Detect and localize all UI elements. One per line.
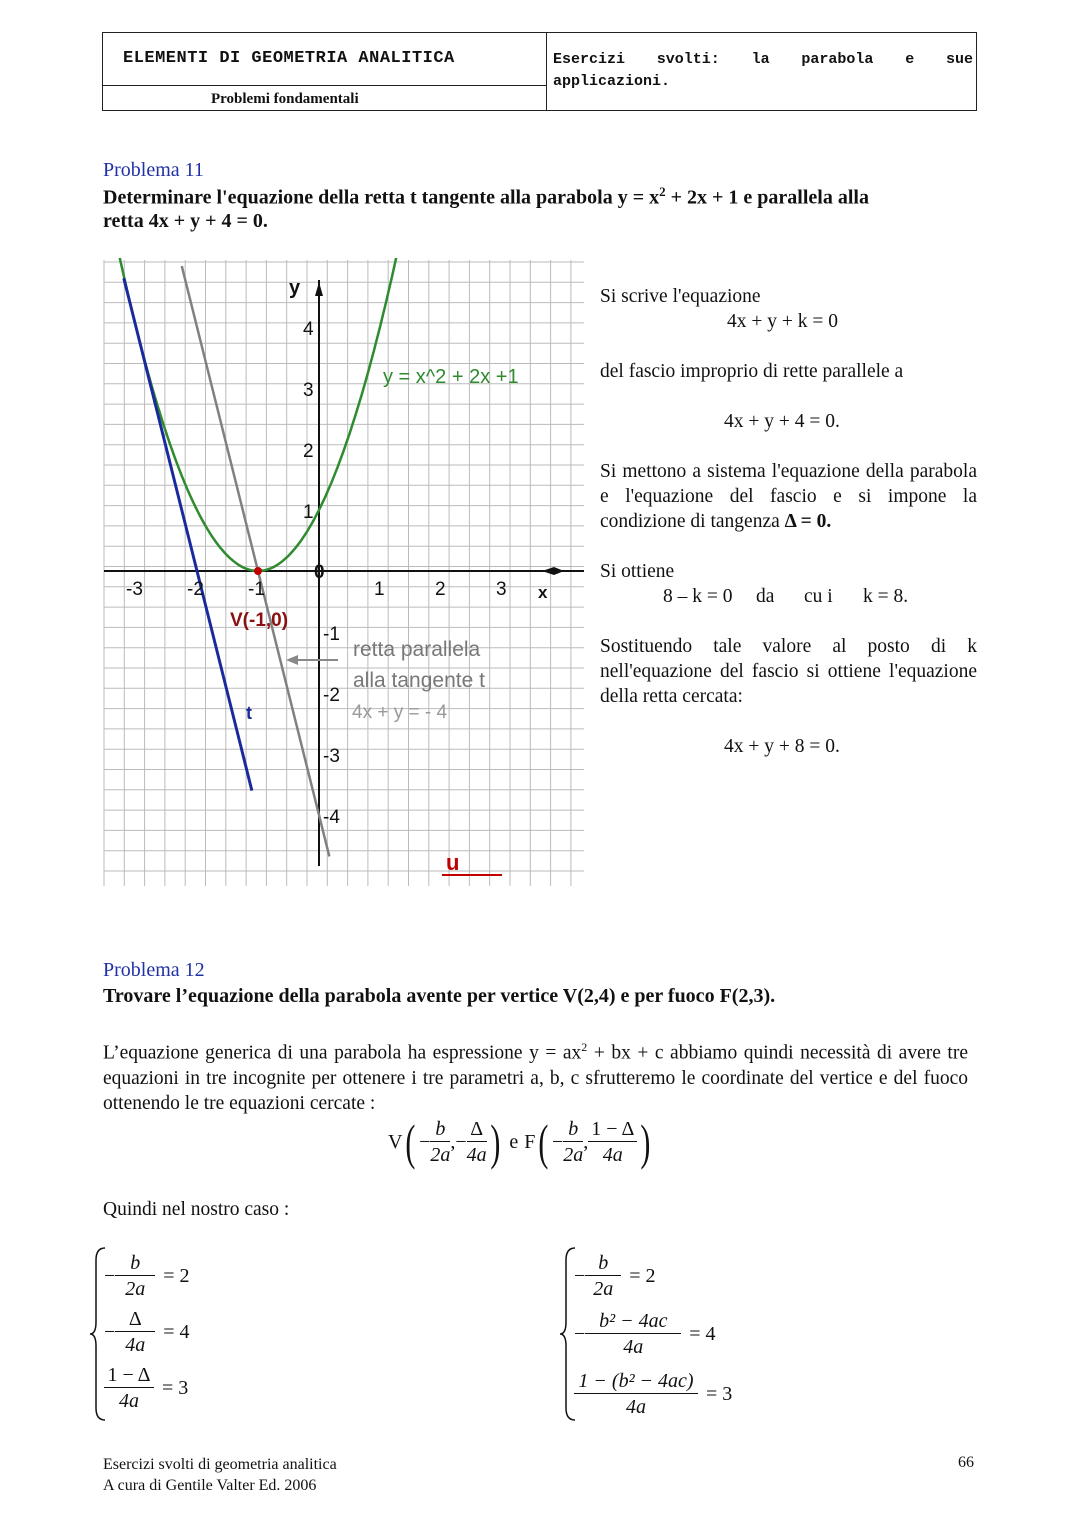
solution-eq3c: cu i: [804, 586, 833, 607]
solution-eq3b: da: [756, 586, 775, 607]
page-number: 66: [958, 1454, 974, 1471]
graph-grid: [104, 260, 584, 886]
parallel-equation-label: 4x + y = - 4: [352, 702, 448, 723]
x-axis-label: x: [538, 583, 548, 602]
y-tick-label: 4: [303, 319, 314, 340]
left-row-2: − $\frac{\Delta}{4a}$ = 4: [104, 1307, 190, 1356]
x-tick-label: 2: [435, 579, 446, 600]
solution-eq4: 4x + y + 8 = 0.: [724, 736, 840, 757]
header-title: ELEMENTI DI GEOMETRIA ANALITICA: [123, 49, 455, 68]
solution-p1: Si scrive l'equazione: [600, 286, 761, 307]
solution-p4: Si ottiene: [600, 561, 675, 582]
unit-label: u: [446, 850, 460, 875]
problem12-statement: Trovare l’equazione della parabola avente per vertice V(2,4) e per fuoco F(2,3).: [103, 985, 776, 1007]
parallel-pointer-arrowhead: [286, 655, 298, 665]
x-axis-arrow: [542, 567, 564, 575]
x-tick-label: -1: [248, 579, 265, 600]
problem11-label: Problema 11: [103, 159, 204, 181]
solution-eq2: 4x + y + 4 = 0.: [724, 411, 840, 432]
y-axis-arrow: [315, 282, 323, 296]
parallel-label-1: retta parallela: [353, 638, 481, 661]
header-subtitle: Problemi fondamentali: [211, 91, 359, 107]
left-row-1: − $\frac{b}{2a}$ = 2: [104, 1251, 190, 1300]
right-system: [574, 1248, 732, 1424]
quindi-text: Quindi nel nostro caso :: [103, 1199, 290, 1220]
problem12-label: Problema 12: [103, 959, 205, 981]
y-tick-label: -2: [323, 685, 340, 706]
tangent-line: [124, 278, 252, 790]
vertex-point: [254, 567, 262, 575]
vertex-label: V(-1,0): [230, 610, 289, 631]
x-tick-label: 3: [496, 579, 507, 600]
solution-eq3d: k = 8.: [863, 586, 909, 607]
x-tick-label: -2: [187, 579, 204, 600]
x-tick-label: 1: [374, 579, 385, 600]
y-tick-label: 1: [303, 502, 314, 523]
footer-text: [103, 1454, 337, 1496]
parabola-graph: [102, 258, 586, 888]
vertex-focus-formula: V ( − $\frac{b}{2a}$ ,− $\frac{\Delta}{4a}$ ) e F ( − $\frac{b}{2a}$ , $\frac{1 - \Delta}{4a}$ ): [388, 1114, 651, 1170]
footer-line2: A cura di Gentile Valter Ed. 2006: [103, 1477, 317, 1494]
solution-p3: Si mettono a sistema l'equazione della parabola e l'equazione del fascio e si impone la condizione di tangenza Δ = 0.: [600, 461, 977, 532]
right-row-1: − $\frac{b}{2a}$ = 2: [574, 1251, 656, 1300]
left-system: [104, 1248, 190, 1416]
solution-p5: Sostituendo tale valore al posto di k nell'equazione del fascio si ottiene l'equazione della retta cercata:: [600, 636, 977, 707]
page-header: [102, 32, 977, 111]
parabola-label: y = x^2 + 2x +1: [383, 366, 519, 388]
origin-label: 0: [314, 562, 325, 583]
tangent-label: t: [246, 703, 252, 723]
parallel-label-2: alla tangente t: [353, 669, 485, 692]
header-topic-line2: applicazioni.: [553, 73, 671, 90]
problem12-paragraph: L’equazione generica di una parabola ha espressione $y = ax^2$ + bx + c abbiamo quindi necessità di avere tre equazioni in tre incognite per ottenere i tre parametri a, b, c sfrutteremo le coordinate del vertice e del fuoco ottenendo le tre equazioni cercate :: [103, 1040, 968, 1114]
solution-eq3a: 8 – k = 0: [663, 586, 733, 607]
y-tick-label: -3: [323, 746, 340, 767]
header-topic-line1: Esercizi svolti: la parabola e sue: [553, 51, 973, 68]
y-tick-label: 2: [303, 441, 314, 462]
right-row-3: $\frac{\text{1 − (b² − 4ac)}}{4a}$ = 3: [574, 1364, 732, 1424]
x-tick-label: -3: [126, 579, 143, 600]
y-tick-label: -4: [323, 807, 340, 828]
right-row-2: − $\frac{\text{b² − 4ac}}{4a}$ = 4: [574, 1309, 716, 1358]
left-row-3: $\frac{1 - \Delta}{4a}$ = 3: [104, 1360, 190, 1416]
y-tick-label: -1: [323, 624, 340, 645]
solution-p2: del fascio improprio di rette parallele a: [600, 361, 904, 382]
parabola-curve: [102, 258, 423, 571]
solution-eq1: 4x + y + k = 0: [727, 311, 838, 332]
footer-line1: Esercizi svolti di geometria analitica: [103, 1456, 337, 1473]
problem11-statement: Determinare l'equazione della retta t tangente alla parabola $y = x^2 + 2x + 1$ e parallela alla retta 4x + y + 4 = 0.: [103, 184, 869, 232]
y-axis-label: y: [289, 277, 301, 299]
y-tick-label: 3: [303, 380, 314, 401]
